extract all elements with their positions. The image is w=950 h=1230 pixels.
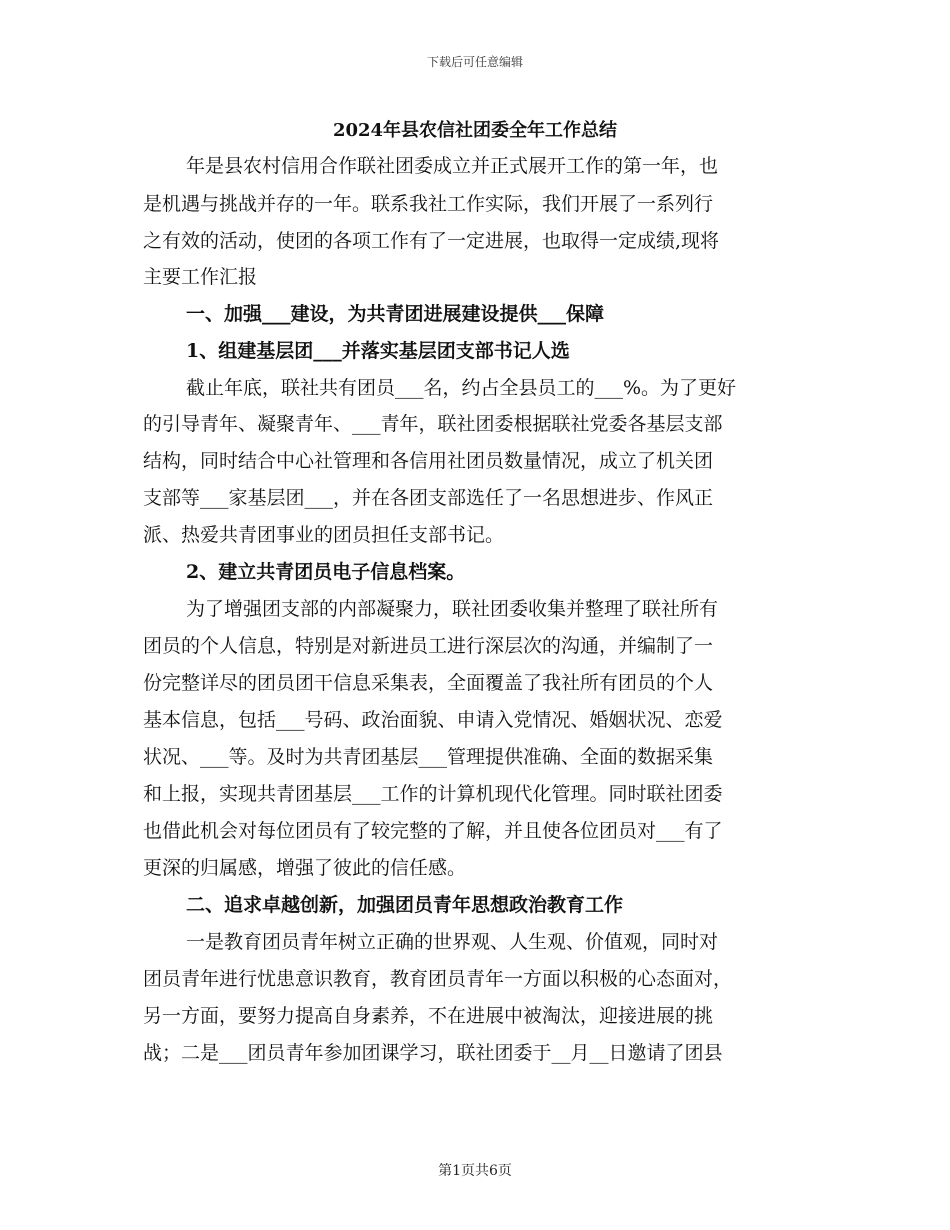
body-line: 也借此机会对每位团员有了较完整的了解，并且使各位团员对___有了 (143, 820, 723, 842)
subsection-heading: 2、建立共青团员电子信息档案。 (186, 561, 466, 583)
body-line: 状况、___等。及时为共青团基层___管理提供准确、全面的数据采集 (143, 746, 714, 768)
body-line: 年是县农村信用合作联社团委成立并正式展开工作的第一年，也 (186, 155, 719, 177)
body-line: 份完整详尽的团员团干信息采集表，全面覆盖了我社所有团员的个人 (143, 672, 714, 694)
body-line: 另一方面，要努力提高自身素养，不在进展中被淘汰，迎接进展的挑 (143, 1005, 714, 1027)
body-line: 派、热爱共青团事业的团员担任支部书记。 (143, 524, 505, 546)
body-line: 支部等___家基层团___，并在各团支部选任了一名思想进步、作风正 (143, 487, 714, 509)
body-line: 为了增强团支部的内部凝聚力，联社团委收集并整理了联社所有 (186, 598, 719, 620)
page-number: 第1页共6页 (438, 1163, 512, 1179)
body-line: 更深的归属感，增强了彼此的信任感。 (143, 857, 467, 879)
body-line: 截止年底，联社共有团员___名，约占全县员工的___%。为了更好 (186, 377, 737, 399)
body-line: 团员的个人信息，特别是对新进员工进行深层次的沟通，并编制了一 (143, 635, 714, 657)
body-line: 主要工作汇报 (143, 266, 258, 288)
body-line: 和上报，实现共青团基层___工作的计算机现代化管理。同时联社团委 (143, 783, 723, 805)
body-line: 战；二是___团员青年参加团课学习，联社团委于__月__日邀请了团县 (143, 1042, 723, 1064)
document-title: 2024年县农信社团委全年工作总结 (332, 120, 618, 141)
page-header-note: 下载后可任意编辑 (426, 55, 523, 69)
section-heading: 一、加强___建设，为共青团进展建设提供___保障 (186, 303, 605, 325)
subsection-heading: 1、组建基层团___并落实基层团支部书记人选 (186, 340, 570, 362)
body-line: 是机遇与挑战并存的一年。联系我社工作实际，我们开展了一系列行 (143, 193, 714, 215)
body-line: 的引导青年、凝聚青年、___青年，联社团委根据联社党委各基层支部 (143, 413, 723, 435)
body-line: 结构，同时结合中心社管理和各信用社团员数量情况，成立了机关团 (143, 450, 714, 472)
body-line: 团员青年进行忧患意识教育，教育团员青年一方面以积极的心态面对， (143, 968, 733, 990)
body-line: 一是教育团员青年树立正确的世界观、人生观、价值观，同时对 (186, 931, 719, 953)
body-line: 基本信息，包括___号码、政治面貌、申请入党情况、婚姻状况、恋爱 (143, 709, 723, 731)
section-heading: 二、追求卓越创新，加强团员青年思想政治教育工作 (186, 894, 624, 916)
body-line: 之有效的活动，使团的各项工作有了一定进展，也取得一定成绩,现将 (143, 230, 720, 252)
